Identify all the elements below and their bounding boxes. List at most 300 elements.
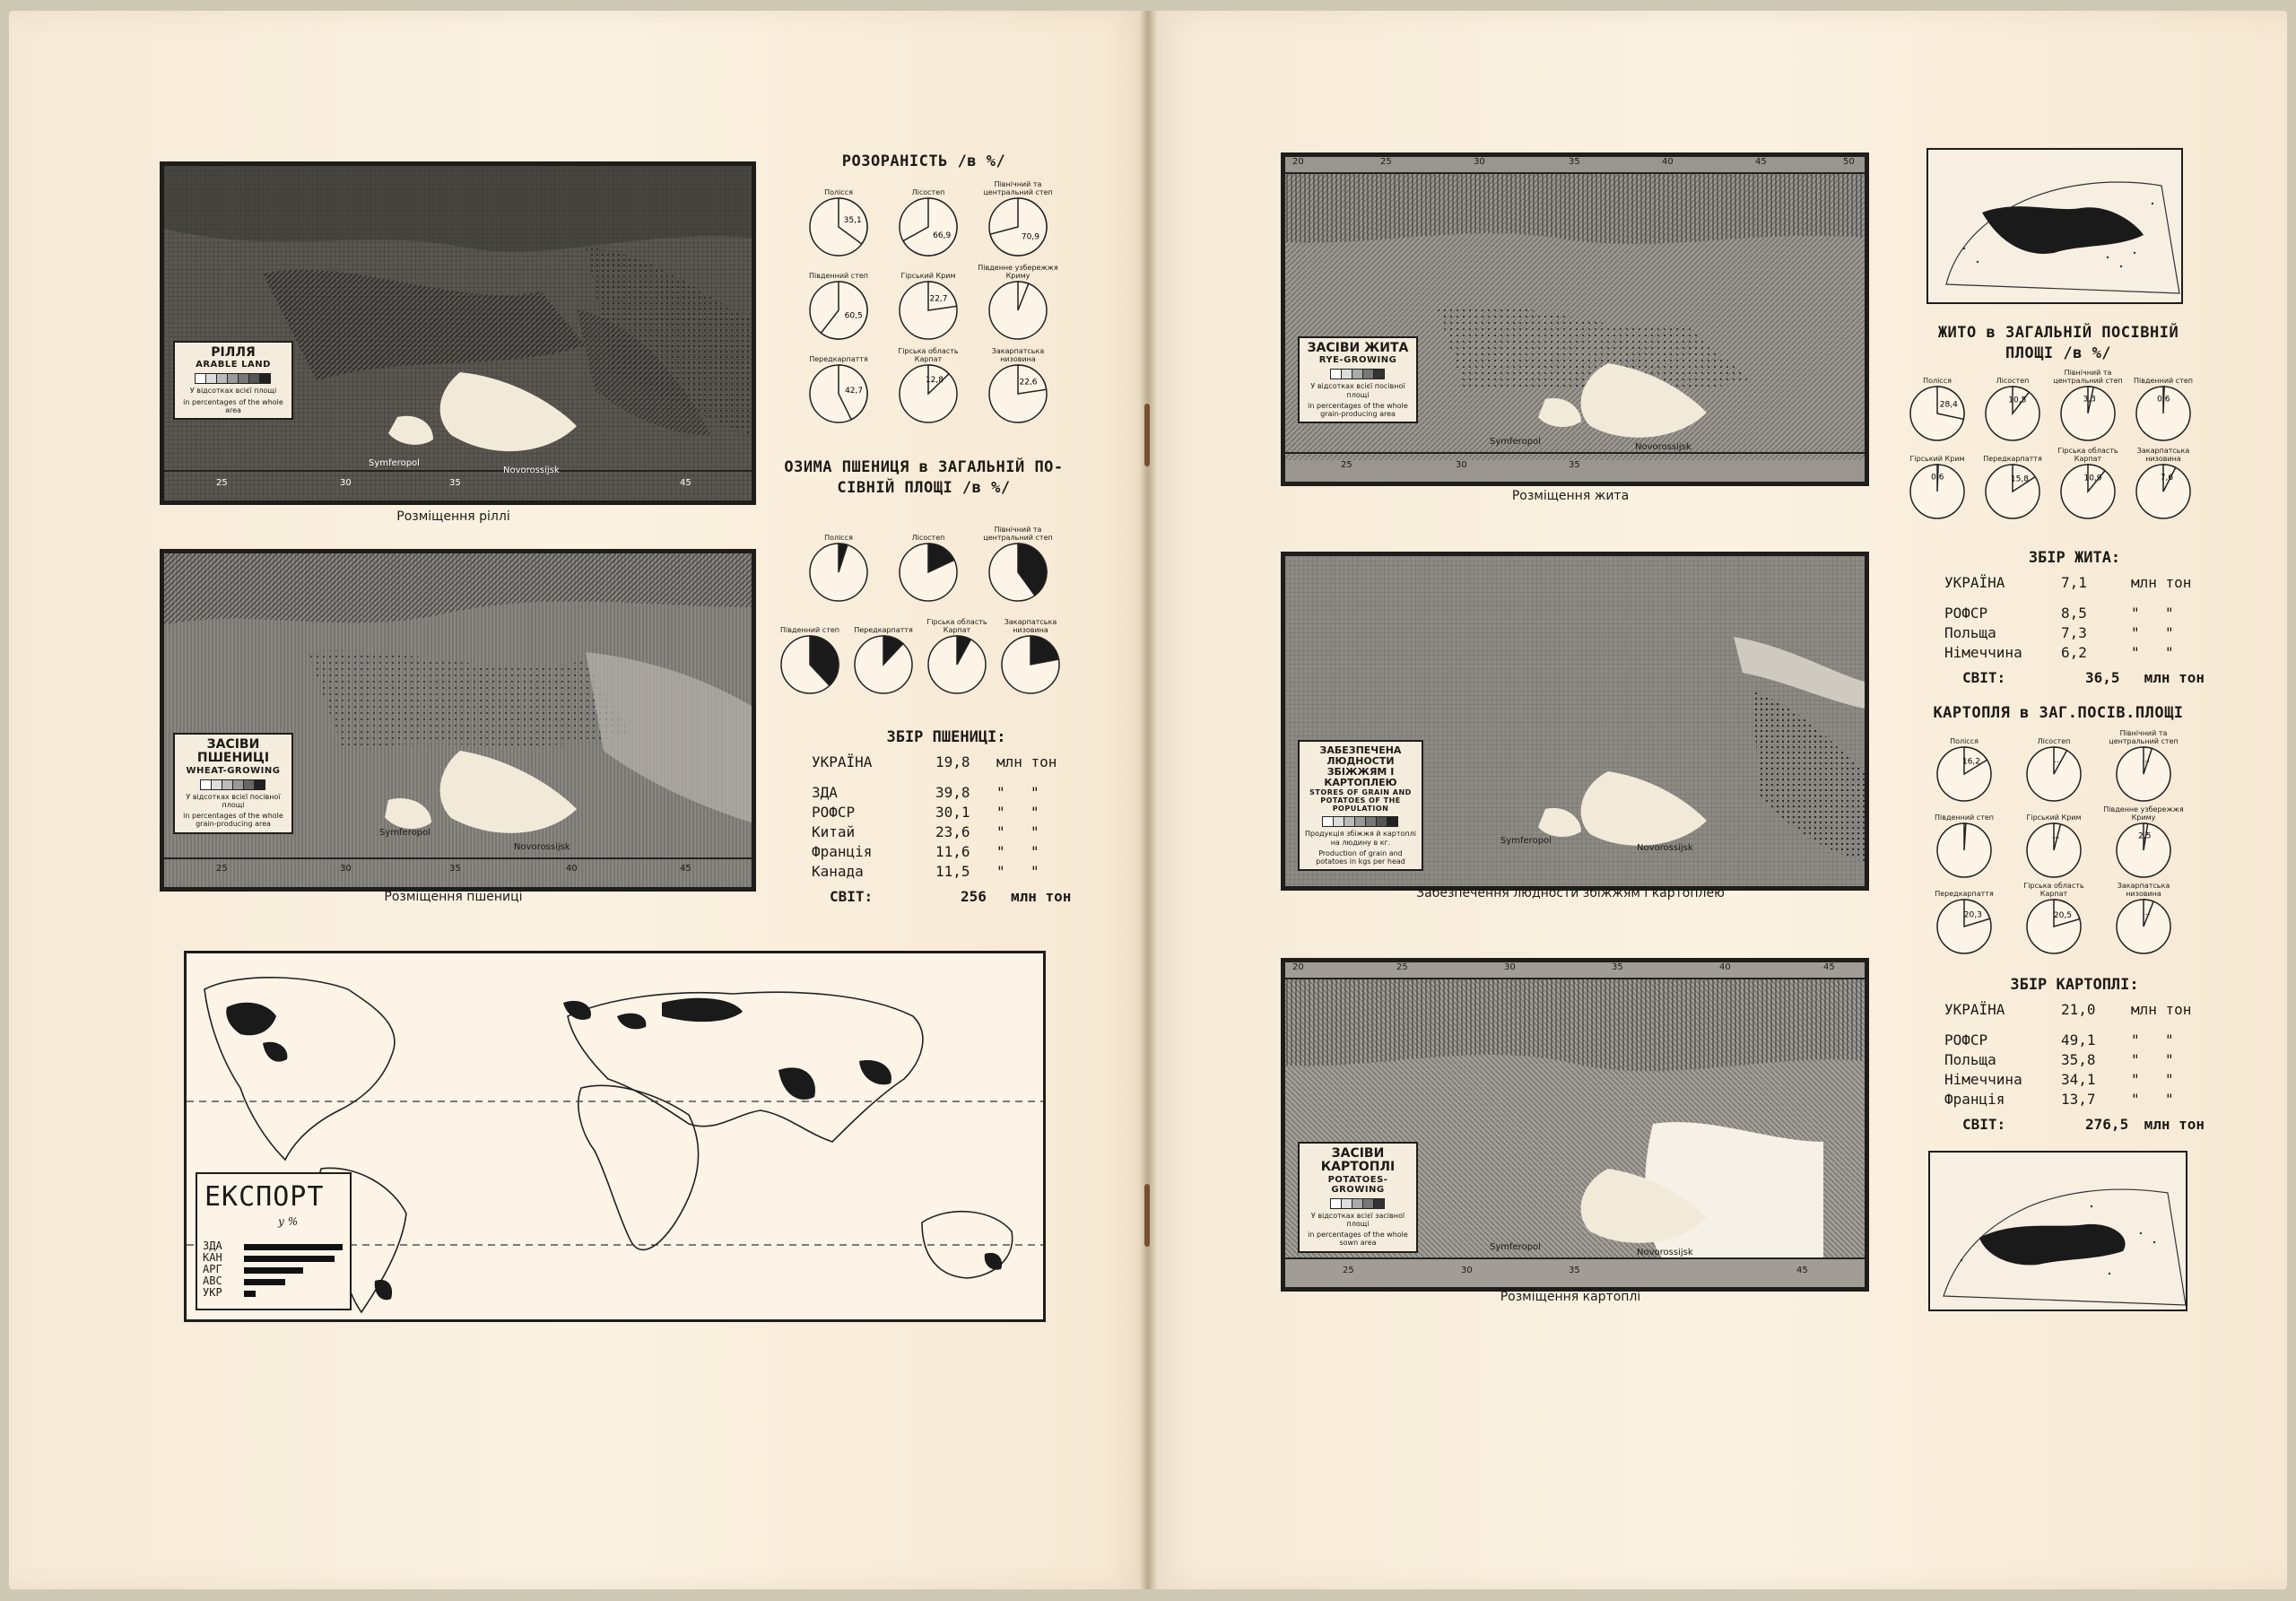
tick-label: 45 (1796, 1266, 1808, 1275)
pie-value-label: … (2142, 755, 2151, 765)
pie-label: Лісостеп (911, 533, 945, 542)
legend-note-en: in percentages of the whole sown area (1308, 1231, 1408, 1248)
pie-label: Південний степ (808, 271, 869, 280)
pie-label: Лісостеп (1996, 376, 2030, 385)
pie-value-label: 0,6 (1931, 473, 1944, 483)
pie-value-label: … (2053, 756, 2062, 765)
pie-chart (973, 179, 1063, 257)
winter-wheat-title-line2: СІВНІЙ ПЛОЩІ /в %/ (837, 478, 1011, 497)
tick-label: 30 (340, 864, 352, 874)
tick-label: 40 (1719, 962, 1731, 972)
value-cell: 7,3 (2061, 624, 2087, 641)
table-row (1944, 644, 2205, 664)
value-cell: 19,8 (935, 753, 970, 770)
table-row (812, 784, 1081, 804)
legend-title: РІЛЛЯ (211, 345, 256, 360)
ditto-mark: " (2131, 605, 2140, 622)
tick-label: 35 (1569, 460, 1580, 470)
caption-wheat: Розміщення пшениці (384, 890, 523, 904)
pie-label: Закарпатська низовина (2117, 882, 2170, 898)
potato-harvest-table (1944, 976, 2205, 1135)
pie-chart (973, 263, 1063, 341)
pie-label: Передкарпаття (1935, 889, 1994, 898)
map-rye-graphic (1285, 157, 1865, 482)
unit-cell: млн тон (2144, 669, 2205, 686)
legend-subtitle: RYE-GROWING (1318, 355, 1397, 366)
pie-chart (2126, 446, 2201, 520)
pie-label: Полісся (824, 187, 853, 196)
pie-graphic (2115, 745, 2172, 803)
pie-graphic (1935, 898, 1993, 955)
tick-label: 50 (1843, 157, 1855, 167)
caption-rye: Розміщення жита (1511, 489, 1630, 503)
table-row (812, 823, 1081, 843)
ditto-mark: " (996, 863, 1005, 880)
value-cell: 6,2 (2061, 644, 2087, 661)
legend-scale (1305, 1198, 1411, 1209)
pie-chart (2099, 805, 2188, 879)
value-cell: 11,6 (935, 843, 970, 860)
tick-label: 25 (1341, 460, 1352, 470)
country-cell: Китай (812, 823, 856, 840)
legend-title: ЗАСІВИ ПШЕНИЦІ (196, 737, 270, 766)
pie-chart (883, 263, 973, 341)
pie-chart (794, 346, 883, 424)
ditto-mark: " (996, 823, 1005, 840)
table-row (1944, 1031, 2205, 1051)
pie-value-label: 60,5 (844, 311, 863, 321)
pie-label: Північний та центральний степ (2109, 729, 2179, 745)
country-cell: Німеччина (1944, 1071, 2022, 1088)
unit-cell: млн тон (2131, 574, 2192, 591)
legend-note-en: Production of grain and potatoes in kgs per head (1316, 848, 1405, 866)
legend-note: У відсотках всієї посівної площі (1310, 382, 1405, 399)
pie-value-label: 20,3 (1963, 910, 1982, 920)
pie-label: Гірська область Карпат (2057, 447, 2118, 463)
legend-potato (1298, 1142, 1418, 1253)
tick-label: 40 (1662, 157, 1674, 167)
pie-label: Закарпатська низовина (991, 347, 1045, 363)
pie-label: Південне узбережжя Криму (2103, 805, 2184, 822)
pie-graphic (2135, 385, 2192, 442)
legend-scale (1305, 816, 1416, 827)
value-cell: 23,6 (935, 823, 970, 840)
pie-chart (2009, 728, 2099, 803)
pie-chart (1900, 368, 1975, 442)
tick-label: 20 (1292, 157, 1304, 167)
ditto-mark: " (2165, 624, 2174, 641)
ditto-mark: " (2165, 644, 2174, 661)
table-row (812, 843, 1081, 863)
place-label: Symferopol (369, 458, 420, 468)
legend-arable-land (173, 341, 293, 420)
pie-graphic (898, 363, 959, 424)
pie-value-label: 28,4 (1939, 400, 1958, 410)
pie-graphic (898, 542, 959, 603)
ditto-mark: " (2165, 605, 2174, 622)
legend-note: У відсотках всієї посівної площі (186, 792, 281, 809)
table-row (1944, 574, 2205, 594)
value-cell: 13,7 (2061, 1091, 2096, 1108)
staple-bottom (1144, 1184, 1150, 1247)
pie-label: Гірська область Карпат (898, 347, 959, 363)
potato-share-pies (1919, 728, 2188, 955)
europe-rye-inset-graphic (1928, 150, 2181, 302)
caption-arable-land: Розміщення ріллі (396, 509, 510, 524)
map-wheat (160, 549, 756, 892)
legend-subtitle: ARABLE LAND (196, 360, 271, 370)
map-arable-land (160, 161, 756, 505)
tick-label: 45 (680, 478, 691, 488)
pie-value-label: 22,6 (1019, 378, 1038, 387)
pie-chart (2009, 805, 2099, 879)
table-row (1944, 1091, 2205, 1110)
value-cell: 7,1 (2061, 574, 2087, 591)
map-rye (1281, 152, 1869, 486)
place-label: Novorossijsk (503, 466, 560, 475)
legend-subtitle: POTATOES-GROWING (1327, 1174, 1388, 1195)
total-value: 276,5 (2085, 1116, 2129, 1133)
pie-graphic (853, 634, 914, 695)
pie-chart (2009, 881, 2099, 955)
tick-label: 35 (1612, 962, 1623, 972)
unit-cell: млн тон (996, 753, 1057, 770)
tick-label: 20 (1292, 962, 1304, 972)
map-arable-land-graphic (164, 166, 752, 500)
pie-chart (1975, 446, 2050, 520)
winter-wheat-pies-row2 (773, 617, 1067, 695)
pie-value-label: 16,2 (1961, 757, 1981, 767)
export-bar (244, 1291, 256, 1297)
ditto-mark: " (996, 784, 1005, 801)
rye-share-title (1910, 323, 2206, 364)
export-bar-label: АВС (203, 1275, 222, 1287)
legend-scale (1305, 369, 1411, 379)
table-total-row (1944, 669, 2205, 689)
ditto-mark: " (996, 804, 1005, 821)
tick-label: 45 (680, 864, 691, 874)
place-label: Novorossijsk (1635, 442, 1692, 452)
export-bar (244, 1244, 343, 1250)
ditto-mark: " (2131, 644, 2140, 661)
caption-potato: Розміщення картоплі (1500, 1290, 1641, 1304)
pie-value-label: 12,8 (925, 375, 944, 385)
ditto-mark: " (2131, 1091, 2140, 1108)
place-label: Novorossijsk (514, 842, 570, 852)
table-title: ЗБІР ПШЕНИЦІ: (886, 728, 1006, 746)
pie-chart (773, 617, 847, 695)
export-bar-label: АРГ (203, 1263, 222, 1275)
country-cell: Франція (1944, 1091, 2005, 1108)
value-cell: 49,1 (2061, 1031, 2096, 1048)
pie-value-label: 42,7 (845, 387, 864, 396)
pie-chart (1900, 446, 1975, 520)
ditto-mark: " (2131, 1051, 2140, 1068)
tick-label: 25 (216, 864, 228, 874)
total-value: 36,5 (2085, 669, 2120, 686)
pie-chart (973, 525, 1063, 603)
legend-rye (1298, 336, 1418, 423)
pie-label: Південний степ (2133, 376, 2194, 385)
value-cell: 11,5 (935, 863, 970, 880)
total-value: 256 (961, 888, 987, 905)
table-title: ЗБІР ЖИТА: (2028, 549, 2121, 567)
legend-grain-supply (1298, 740, 1423, 871)
pie-chart (1919, 728, 2009, 803)
pie-graphic (898, 196, 959, 257)
export-title: ЕКСПОРТ (204, 1181, 325, 1213)
pie-graphic (987, 363, 1048, 424)
country-cell: УКРАЇНА (812, 753, 873, 770)
export-bar (244, 1279, 285, 1285)
pie-value-label: 7,6 (2160, 474, 2174, 483)
ditto-mark: " (2165, 1031, 2174, 1048)
pie-label: Північний та центральний степ (983, 180, 1053, 196)
place-label: Novorossijsk (1637, 1248, 1693, 1257)
place-label: Symferopol (1490, 437, 1541, 447)
legend-note: У відсотках всієї площі (189, 387, 277, 396)
pie-label: Північний та центральний степ (2053, 369, 2123, 385)
value-cell: 8,5 (2061, 605, 2087, 622)
table-row (1944, 1051, 2205, 1071)
pie-graphic (1909, 463, 1966, 520)
legend-title: ЗАБЕЗПЕЧЕНА ЛЮДНОСТИ ЗБІЖЖЯМ І КАРТОПЛЕЮ (1319, 744, 1402, 789)
pie-value-label: 10,5 (2008, 396, 2027, 405)
value-cell: 21,0 (2061, 1001, 2096, 1018)
pie-chart (794, 179, 883, 257)
table-spacer (1944, 1021, 2205, 1031)
table-title: ЗБІР КАРТОПЛІ: (2010, 976, 2139, 994)
pie-label: Полісся (824, 533, 853, 542)
staple-top (1144, 404, 1150, 466)
ditto-mark: " (2165, 1091, 2174, 1108)
country-cell: Польща (1944, 624, 1996, 641)
pie-chart (794, 263, 883, 341)
pie-value-label: 2,5 (2138, 831, 2152, 841)
pie-graphic (987, 542, 1048, 603)
country-cell: Німеччина (1944, 644, 2022, 661)
pie-graphic (926, 634, 987, 695)
legend-wheat (173, 733, 293, 834)
value-cell: 39,8 (935, 784, 970, 801)
place-label: Symferopol (1490, 1242, 1541, 1252)
tick-label: 25 (1380, 157, 1392, 167)
table-row (812, 863, 1081, 883)
pie-label: Південний степ (779, 625, 840, 634)
tick-label: 25 (1343, 1266, 1354, 1275)
pie-graphic (2059, 385, 2117, 442)
tick-label: 30 (1504, 962, 1516, 972)
tick-label: 35 (1569, 1266, 1580, 1275)
legend-title: ЗАСІВИ КАРТОПЛІ (1320, 1146, 1396, 1175)
ditto-mark: " (996, 843, 1005, 860)
unit-cell: млн тон (1011, 888, 1072, 905)
ditto-mark: " (2165, 1051, 2174, 1068)
pie-label: Південний степ (1934, 813, 1995, 822)
pie-value-label: 22,7 (929, 294, 948, 304)
book-gutter (1139, 11, 1157, 1589)
tick-label: 30 (1474, 157, 1485, 167)
tick-label: 45 (1755, 157, 1767, 167)
legend-note-en: in percentages of the whole area (183, 397, 283, 414)
ditto-mark: " (1031, 863, 1039, 880)
pie-chart (2099, 728, 2188, 803)
rye-share-title-line2: ПЛОЩІ /в %/ (2005, 344, 2112, 362)
pie-chart (1919, 805, 2009, 879)
pie-label: Гірська область Карпат (926, 618, 987, 634)
pie-graphic (987, 196, 1048, 257)
value-cell: 30,1 (935, 804, 970, 821)
pie-chart (2050, 446, 2126, 520)
export-bar-label: УКР (203, 1286, 222, 1299)
unit-cell: млн тон (2144, 1116, 2205, 1133)
legend-title: ЗАСІВИ ЖИТА (1307, 341, 1409, 355)
pie-chart (994, 617, 1067, 695)
map-potato (1281, 958, 1869, 1292)
country-cell: Канада (812, 863, 864, 880)
tick-label: 30 (340, 478, 352, 488)
table-row (1944, 1071, 2205, 1091)
pie-graphic (1909, 385, 1966, 442)
ditto-mark: " (1031, 843, 1039, 860)
legend-note-en: in percentages of the whole grain-producing area (1308, 401, 1408, 418)
export-inset (196, 1172, 352, 1310)
pie-chart (2099, 881, 2188, 955)
pie-chart (2126, 368, 2201, 442)
pie-graphic (898, 280, 959, 341)
country-cell: УКРАЇНА (1944, 574, 2005, 591)
pie-value-label: 10,9 (2083, 474, 2102, 483)
tick-label: 35 (1569, 157, 1580, 167)
legend-scale (180, 779, 286, 790)
tick-label: 45 (1823, 962, 1835, 972)
rozoranist-pies (794, 179, 1063, 424)
pie-label: Лісостеп (911, 187, 945, 196)
table-spacer (812, 773, 1081, 784)
ditto-mark: " (1031, 823, 1039, 840)
potato-share-title: КАРТОПЛЯ в ЗАГ.ПОСІВ.ПЛОЩІ (1933, 704, 2184, 722)
caption-grain-supply: Забезпечення людности збіжжям і картоплею (1416, 886, 1725, 901)
pie-graphic (987, 280, 1048, 341)
pie-label: Закарпатська низовина (1004, 618, 1057, 634)
country-cell: УКРАЇНА (1944, 1001, 2005, 1018)
value-cell: 35,8 (2061, 1051, 2096, 1068)
legend-scale (180, 373, 286, 384)
pie-chart (973, 346, 1063, 424)
pie-value-label: 15,8 (2010, 474, 2029, 484)
tick-label: 35 (449, 864, 461, 874)
pie-label: Полісся (1923, 376, 1952, 385)
place-label: Symferopol (379, 828, 430, 838)
pie-label: Гірська область Карпат (2023, 882, 2084, 898)
pie-value-label: 35,1 (843, 216, 862, 226)
pie-label: Передкарпаття (809, 354, 868, 363)
pie-graphic (1000, 634, 1061, 695)
pie-value-label: … (2051, 831, 2060, 841)
winter-wheat-pies-row1 (794, 525, 1063, 603)
winter-wheat-title-line1: ОЗИМА ПШЕНИЦЯ в ЗАГАЛЬНІЙ ПО- (784, 458, 1064, 476)
country-cell: РОФСР (812, 804, 856, 821)
rye-share-title-line1: ЖИТО в ЗАГАЛЬНІЙ ПОСІВНІЙ (1937, 324, 2179, 342)
pie-slice (1031, 636, 1058, 665)
pie-graphic (2135, 463, 2192, 520)
ditto-mark: " (2131, 1071, 2140, 1088)
pie-label: Закарпатська низовина (2136, 447, 2190, 463)
pie-chart (920, 617, 994, 695)
pie-graphic (2115, 822, 2172, 879)
rye-share-pies (1900, 368, 2201, 520)
pie-chart (883, 525, 973, 603)
pie-value-label: 20,5 (2053, 910, 2072, 920)
pie-value-label: … (2142, 908, 2151, 918)
pie-graphic (808, 196, 869, 257)
country-cell: Польща (1944, 1051, 1996, 1068)
country-cell: ЗДА (812, 784, 838, 801)
table-row (1944, 624, 2205, 644)
export-bar-label: ЗДА (203, 1240, 222, 1252)
pie-graphic (2025, 822, 2083, 879)
pie-value-label: 3,3 (2083, 395, 2096, 405)
pie-label: Гірський Крим (1909, 454, 1965, 463)
pie-label: Північний та центральний степ (983, 526, 1053, 542)
legend-note: Продукція збіжжя й картоплі на людину в кг. (1305, 830, 1416, 847)
export-bar (244, 1256, 335, 1262)
map-wheat-graphic (164, 553, 752, 887)
pie-graphic (2059, 463, 2117, 520)
pie-graphic (779, 634, 840, 695)
export-bar-label: КАН (203, 1251, 222, 1264)
map-grain-supply (1281, 552, 1869, 891)
pie-graphic (1984, 463, 2041, 520)
wheat-harvest-table (812, 728, 1081, 908)
total-label: СВІТ: (1962, 669, 2006, 686)
table-row (1944, 1001, 2205, 1021)
tick-label: 40 (566, 864, 578, 874)
pie-graphic (1984, 385, 2041, 442)
table-total-row (812, 888, 1081, 908)
pie-graphic (2025, 745, 2083, 803)
pie-chart (1975, 368, 2050, 442)
pie-value-label: 66,9 (933, 231, 952, 240)
tick-label: 25 (216, 478, 228, 488)
value-cell: 34,1 (2061, 1071, 2096, 1088)
rye-harvest-table (1944, 549, 2205, 689)
pie-graphic (1935, 822, 1993, 879)
tick-label: 30 (1456, 460, 1467, 470)
pie-chart (1919, 881, 2009, 955)
ditto-mark: " (2131, 624, 2140, 641)
tick-label: 35 (449, 478, 461, 488)
legend-note: У відсотках всієї засівної площі (1310, 1211, 1405, 1228)
europe-rye-inset-map (1926, 148, 2183, 304)
ditto-mark: " (2165, 1071, 2174, 1088)
table-spacer (1944, 594, 2205, 605)
world-wheat-map (184, 951, 1046, 1322)
winter-wheat-title (771, 457, 1076, 499)
pie-label: Лісостеп (2037, 736, 2071, 745)
ditto-mark: " (1031, 804, 1039, 821)
legend-subtitle: WHEAT-GROWING (186, 765, 281, 776)
table-row (812, 804, 1081, 823)
rozoranist-title: РОЗОРАНІСТЬ /в %/ (841, 152, 1006, 170)
export-bar (244, 1267, 303, 1274)
pie-graphic (808, 280, 869, 341)
pie-label: Гірський Крим (2026, 813, 2082, 822)
total-label: СВІТ: (830, 888, 874, 905)
ditto-mark: " (2131, 1031, 2140, 1048)
pie-chart (794, 525, 883, 603)
pie-chart (2050, 368, 2126, 442)
